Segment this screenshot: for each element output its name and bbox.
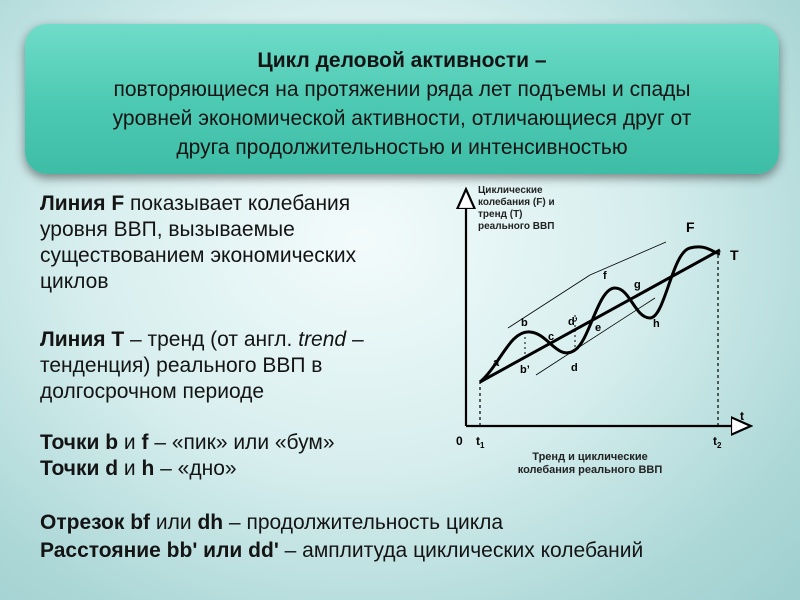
point-c: c	[548, 331, 555, 343]
legend-line-3: тренд (Т)	[478, 209, 523, 220]
t-line-text-1b: –	[346, 328, 364, 351]
point-e: e	[595, 322, 602, 334]
point-d: d	[571, 362, 578, 374]
peak-points-line	[40, 430, 335, 456]
point-d-ref: d	[105, 457, 119, 480]
f-line-text-4: циклов	[40, 270, 109, 293]
label-T: T	[730, 247, 739, 263]
label-F: F	[686, 219, 695, 235]
segment-or: или	[150, 511, 198, 534]
t1-label	[476, 434, 485, 450]
t1-subscript: 1	[480, 441, 485, 450]
t1-base: t	[476, 434, 480, 448]
point-h-ref: h	[141, 457, 155, 480]
peak-and: и	[118, 431, 142, 454]
segment-bf: bf	[130, 511, 151, 534]
trough-text: – «дно»	[154, 457, 237, 480]
segment-label: Отрезок	[40, 511, 131, 534]
f-line-text-1: показывает колебания	[124, 192, 351, 215]
banner-line-3: друга продолжительностью и интенсивностью	[176, 136, 628, 159]
point-g: g	[634, 279, 641, 291]
point-a: a	[493, 357, 500, 369]
point-f-ref: f	[141, 431, 149, 454]
banner-line-2: уровней экономической активности, отличающиеся друг от	[112, 107, 692, 130]
axis-t-label: t	[740, 409, 744, 423]
trend-channel-upper-2	[590, 242, 666, 275]
point-b-prime: b’	[520, 364, 530, 376]
segment-dh: dh	[197, 511, 224, 534]
point-h: h	[653, 318, 660, 330]
trough-points-line	[40, 456, 335, 482]
legend-line-1: Циклические	[478, 185, 543, 196]
peak-text: – «пик» или «бум»	[148, 431, 335, 454]
t2-label	[713, 434, 722, 450]
t-line-description	[40, 327, 364, 405]
amplitude-line	[40, 538, 643, 564]
banner-title: Цикл деловой активности –	[257, 49, 547, 72]
cycle-duration-line	[40, 510, 503, 536]
banner-line-1: повторяющиеся на протяжении ряда лет подъемы и спады	[113, 78, 691, 101]
f-line-label: Линия F	[40, 192, 125, 215]
point-f: f	[603, 270, 607, 282]
point-d-prime: d’	[568, 316, 578, 328]
segment-text: – продолжительность цикла	[223, 511, 504, 534]
f-line-text-2: уровня ВВП, вызываемые	[40, 218, 295, 241]
origin-label: 0	[456, 434, 463, 448]
t-line-label: Линия Т	[40, 328, 125, 351]
f-line-text-3: существованием экономических	[40, 244, 357, 267]
point-b-ref: b	[105, 431, 119, 454]
points-description	[40, 430, 335, 482]
t2-base: t	[713, 434, 717, 448]
caption-line-1: Тренд и циклические	[532, 451, 648, 463]
caption-line-2: колебания реального ВВП	[517, 464, 663, 476]
legend-line-2: колебания (F) и	[478, 197, 555, 208]
trend-line-t	[480, 250, 720, 382]
trend-word: trend	[298, 328, 347, 351]
business-cycle-diagram	[450, 180, 770, 485]
trough-points-label: Точки	[40, 457, 106, 480]
t-line-text-2: тенденция) реального ВВП в	[40, 354, 323, 377]
peak-points-label: Точки	[40, 431, 106, 454]
trough-and: и	[118, 457, 142, 480]
t-line-text-3: долгосрочном периоде	[40, 380, 265, 403]
definition-banner	[25, 24, 779, 174]
distance-label: Расстояние bb' или dd'	[40, 539, 279, 562]
t-line-text-1a: – тренд (от англ.	[124, 328, 299, 351]
legend-line-4: реального ВВП	[478, 221, 555, 232]
t2-subscript: 2	[717, 441, 722, 450]
f-line-description	[40, 191, 356, 295]
distance-text: – амплитуда циклических колебаний	[278, 539, 644, 562]
point-b: b	[521, 317, 528, 329]
